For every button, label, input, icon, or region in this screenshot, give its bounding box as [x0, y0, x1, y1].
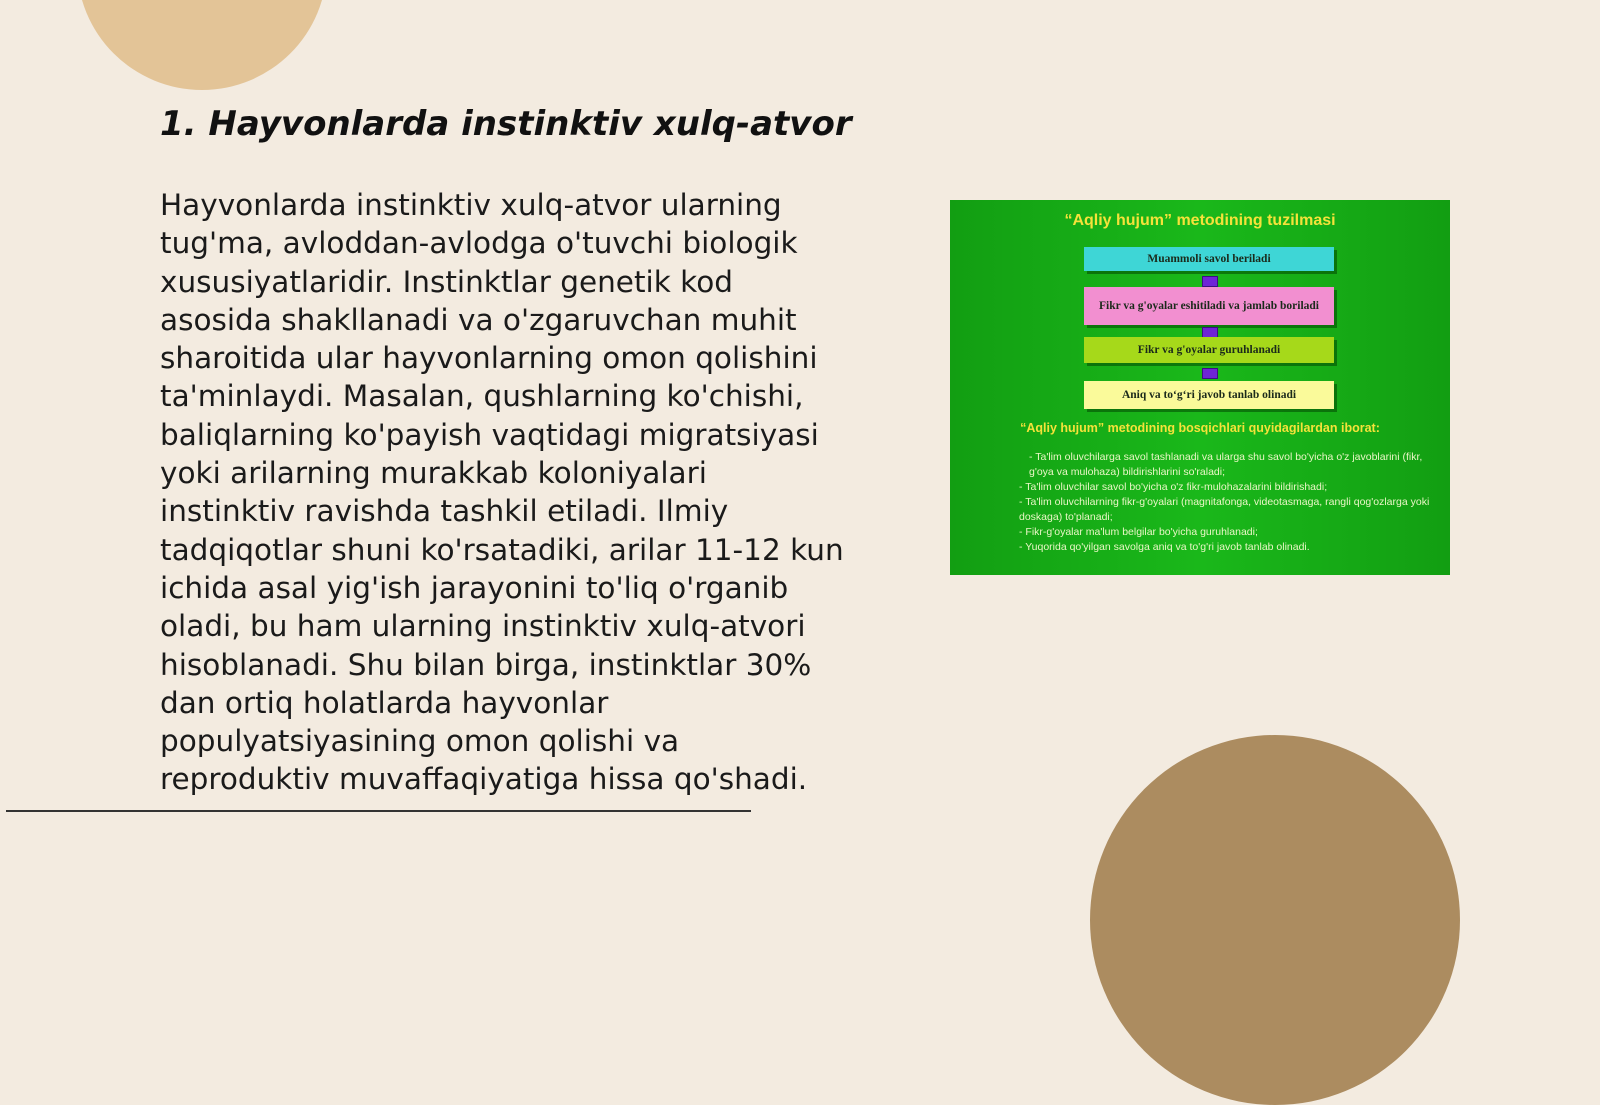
list-item: - Ta'lim oluvchilar savol bo'yicha o'z fikr-mulohazalarini bildirishadi; [1019, 481, 1328, 493]
image-subtitle: “Aqliy hujum” metodining bosqichlari quyidagilardan iborat: [1020, 421, 1380, 435]
step-box-4: Aniq va to‘g‘ri javob tanlab olinadi [1084, 381, 1334, 409]
decorative-circle-top [77, 0, 327, 90]
image-step-list [974, 450, 1436, 555]
decorative-circle-bottom [1090, 735, 1460, 1105]
list-item: - Ta'lim oluvchilarga savol tashlanadi va ularga shu savol bo'yicha o'z javoblarini (fikr, g'oya va mulohaza) bildirishlarini so'raladi; [1029, 451, 1423, 478]
slide-title: 1. Hayvonlarda instinktiv xulq-atvor [160, 104, 852, 144]
divider-line [6, 810, 751, 812]
list-item: - Ta'lim oluvchilarning fikr-g'oyalari (magnitafonga, videotasmaga, rangli qog'ozlarga yoki doskaga) to'planadi; [1019, 496, 1430, 523]
step-box-3: Fikr va g'oyalar guruhlanadi [1084, 337, 1334, 363]
step-box-2: Fikr va g'oyalar eshitiladi va jamlab boriladi [1084, 287, 1334, 325]
step-arrow-3 [1202, 368, 1218, 379]
step-box-1: Muammoli savol beriladi [1084, 247, 1334, 271]
brainstorm-method-image [950, 200, 1450, 575]
image-title: “Aqliy hujum” metodining tuzilmasi [1064, 212, 1336, 229]
list-item: - Fikr-g'oyalar ma'lum belgilar bo'yicha guruhlanadi; [1019, 526, 1258, 538]
step-arrow-1 [1202, 276, 1218, 287]
slide-body-text: Hayvonlarda instinktiv xulq-atvor ularning tug'ma, avloddan-avlodga o'tuvchi biologik xususiyatlaridir. Instinktlar genetik kod asosida shakllanadi va o'zgaruvchan muhit sharoitida ular hayvonlarning omon qolishini ta'minlaydi. Masalan, qushlarning ko'chishi, baliqlarning ko'payish vaqtidagi migratsiyasi yoki arilarning murakkab koloniyalari instinktiv ravishda tashkil etiladi. Ilmiy tadqiqotlar shuni ko'rsatadiki, arilar 11-12 kun ichida asal yig'ish jarayonini to'liq o'rganib oladi, bu ham ularning instinktiv xulq-atvori hisoblanadi. Shu bilan birga, instinktlar 30% dan ortiq holatlarda hayvonlar populyatsiyasining omon qolishi va reproduktiv muvaffaqiyatiga hissa qo'shadi. [160, 188, 844, 797]
list-item: - Yuqorida qo'yilgan savolga aniq va to'g'ri javob tanlab olinadi. [1019, 541, 1310, 553]
